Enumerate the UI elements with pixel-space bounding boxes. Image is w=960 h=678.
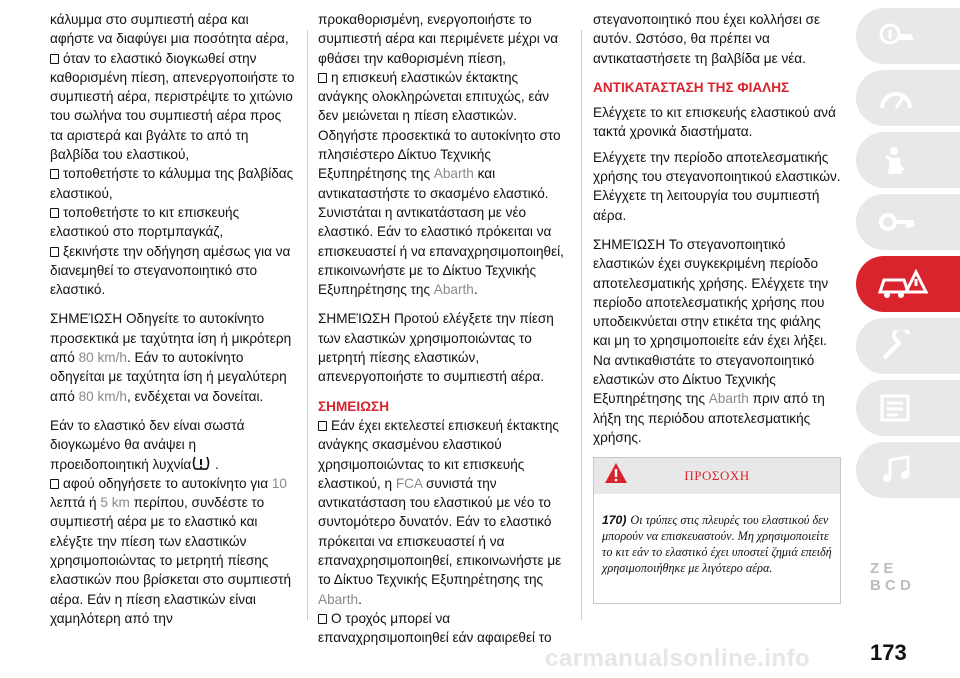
brand-name: Abarth [433,282,474,298]
bullet-item: όταν το ελαστικό διογκωθεί στην καθορισμένη πίεση, απενεργοποιήστε το συμπιεστή αέρα, περιστρέψτε το χιτώνιο του σωλήνα του συμπιεστή αέρα προς τα αριστερά και βγάλτε το από τη βαλβίδα του ελαστικού, [50,49,295,165]
tab-emergency[interactable] [856,256,960,312]
brand-name: Abarth [318,591,359,607]
pressure-note: ΣΗΜΕΊΩΣΗ Προτού ελέγξετε την πίεση των ελαστικών χρησιμοποιώντας το μετρητή πίεσης ελαστικών, απενεργοποιήστε το συμπιεστή αέρα. [318,311,554,385]
column-divider [581,30,582,620]
tire-pressure-warning-icon [191,456,211,471]
sealant-note: ΣΗΜΕΊΩΣΗ Το στεγανοποιητικό ελαστικών έχει συγκεκριμένη περίοδο αποτελεσματικής χρήσης. Ελέγχετε την περίοδο αποτελεσματικής χρήσης που υποδεικνύεται στην ετικέτα της φιάλης και μη το χρησιμοποιείτε εάν έχει λήξει. Να αντικαθιστάτε το στεγανοποιητικό ελαστικών στο Δίκτυο Τεχνικής Εξυπηρέτησης της Abarth πριν από τη λήξη της περιόδου αποτελεσματικής χρήσης. [593,236,829,445]
paragraph: Οδηγήστε προσεκτικά το αυτοκίνητο στο πλησιέστερο Δίκτυο Τεχνικής Εξυπηρέτησης της Abarth και αντικαταστήστε το σκασμένο ελαστικό. Συνιστάται η αντικατάσταση με νέο ελαστικό. Εάν το ελαστικό πρόκειται να επισκευαστεί ή να επαναχρησιμοποιηθεί, επικοινωνήστε με το Δίκτυο Τεχνικής Εξυπηρέτησης της Abarth. [318,127,564,298]
paragraph: Ελέγχετε την περίοδο αποτελεσματικής χρήσης του στεγανοποιητικού ελαστικών. Ελέγχετε τη λειτουργία του συμπιεστή αέρα. [593,149,841,223]
attention-title: ΠΡΟΣΟΧΗ [684,468,750,483]
attention-header [594,458,840,494]
footnote-number: 170) [602,513,627,527]
attention-box [593,457,841,604]
bullet-item: τοποθετήστε το κιτ επισκευής ελαστικού στο πορτμπαγκάζ, [50,203,295,242]
section-heading: ΑΝΤΙΚΑΤΑΣΤΑΣΗ ΤΗΣ ΦΙΑΛΗΣ [593,79,790,95]
key-icon [878,206,918,238]
tab-specs[interactable] [856,380,960,436]
warning-light-paragraph: Εάν το ελαστικό δεν είναι σωστά διογκωμένο θα ανάψει η προειδοποιητική λυχνία . [50,417,245,472]
specs-icon [878,392,918,424]
notes-heading: ΣΗΜΕΙΩΣΗ [318,398,390,414]
tab-info-car[interactable] [856,8,960,64]
tab-key[interactable] [856,194,960,250]
bullet-item: Εάν έχει εκτελεστεί επισκευή έκτακτης ανάγκης σκασμένου ελαστικού χρησιμοποιώντας το κιτ επισκευής ελαστικού, η FCA συνιστά την αντικατάσταση του ελαστικού με νέο το συντομότερο δυνατόν. Εάν το ελαστικό πρόκειται να επισκευαστεί ή να επαναχρησιμοποιηθεί, επικοινωνήστε με το Δίκτυο Τεχνικής Εξυπηρέτησης της Abarth. [318,416,570,609]
bullet-item: τοποθετήστε το κάλυμμα της βαλβίδας ελαστικού, [50,164,295,203]
tab-safety[interactable] [856,132,960,188]
bullet-item: ξεκινήστε την οδήγηση αμέσως για να διανεμηθεί το στεγανοποιητικό στο ελαστικό. [50,242,295,300]
page-number: 173 [870,640,907,665]
bullet-item: Ο τροχός μπορεί να επαναχρησιμοποιηθεί εάν αφαιρεθεί το [318,609,570,648]
brand-name: Abarth [708,391,749,407]
tab-dashboard[interactable] [856,70,960,126]
paragraph: προκαθορισμένη, ενεργοποιήστε το συμπιεστή αέρα και περιμένετε μέχρι να φθάσει την καθορισμένη πίεση, [318,12,559,66]
service-icon [878,330,918,362]
speed-value: 80 km/h [78,350,127,366]
column-3 [593,10,841,447]
safety-icon [878,144,918,176]
multimedia-icon [878,454,918,486]
dashboard-icon [878,82,918,114]
paragraph: στεγανοποιητικό που έχει κολλήσει σε αυτόν. Ωστόσο, θα πρέπει να αντικαταστήσετε τη βαλβίδα με νέα. [593,12,821,66]
speed-value: 80 km/h [78,388,127,404]
paragraph: Ελέγχετε το κιτ επισκευής ελαστικού ανά τακτά χρονικά διαστήματα. [593,105,836,140]
watermark: carmanualsonline.info [545,645,811,672]
column-2 [318,10,570,648]
index-icon: Z E B C D [870,560,911,594]
speed-note: ΣΗΜΕΊΩΣΗ Οδηγείτε το αυτοκίνητο προσεκτικά με ταχύτητα ίση ή μικρότερη από 80 km/h. Εάν το αυτοκίνητο οδηγείται με ταχύτητα ίση ή μεγαλύτερη από 80 km/h, ενδέχεται να δονείται. [50,311,292,404]
brand-name: Abarth [433,166,474,182]
attention-text: 170) Οι τρύπες στις πλευρές του ελαστικού δεν μπορούν να επισκευαστούν. Μη χρησιμοποιείτε το κιτ εάν το ελαστικό έχει υποστεί ζημιά επειδή χρησιμοποιήθηκε με λιγότερο αέρα. [602,513,832,575]
emergency-icon [878,268,928,302]
column-divider [307,30,308,620]
info-car-icon [878,20,918,52]
tab-service[interactable] [856,318,960,374]
column-1 [50,10,295,628]
paragraph: κάλυμμα στο συμπιεστή αέρα και αφήστε να διαφύγει μια ποσότητα αέρα, [50,12,289,47]
bullet-item: αφού οδηγήσετε το αυτοκίνητο για 10 λεπτά ή 5 km περίπου, συνδέστε το συμπιεστή αέρα με το ελαστικό και ελέγξτε την πίεση των ελαστικών χρησιμοποιώντας το μετρητή πίεσης ελαστικών που βρίσκεται στο συμπιεστή αέρα. Εάν η πίεση ελαστικών είναι χαμηλότερη από την [50,474,295,628]
tab-multimedia[interactable] [856,442,960,498]
bullet-item: η επισκευή ελαστικών έκτακτης ανάγκης ολοκληρώνεται επιτυχώς, εάν δεν μειώνεται η πίεση ελαστικών. [318,68,570,126]
